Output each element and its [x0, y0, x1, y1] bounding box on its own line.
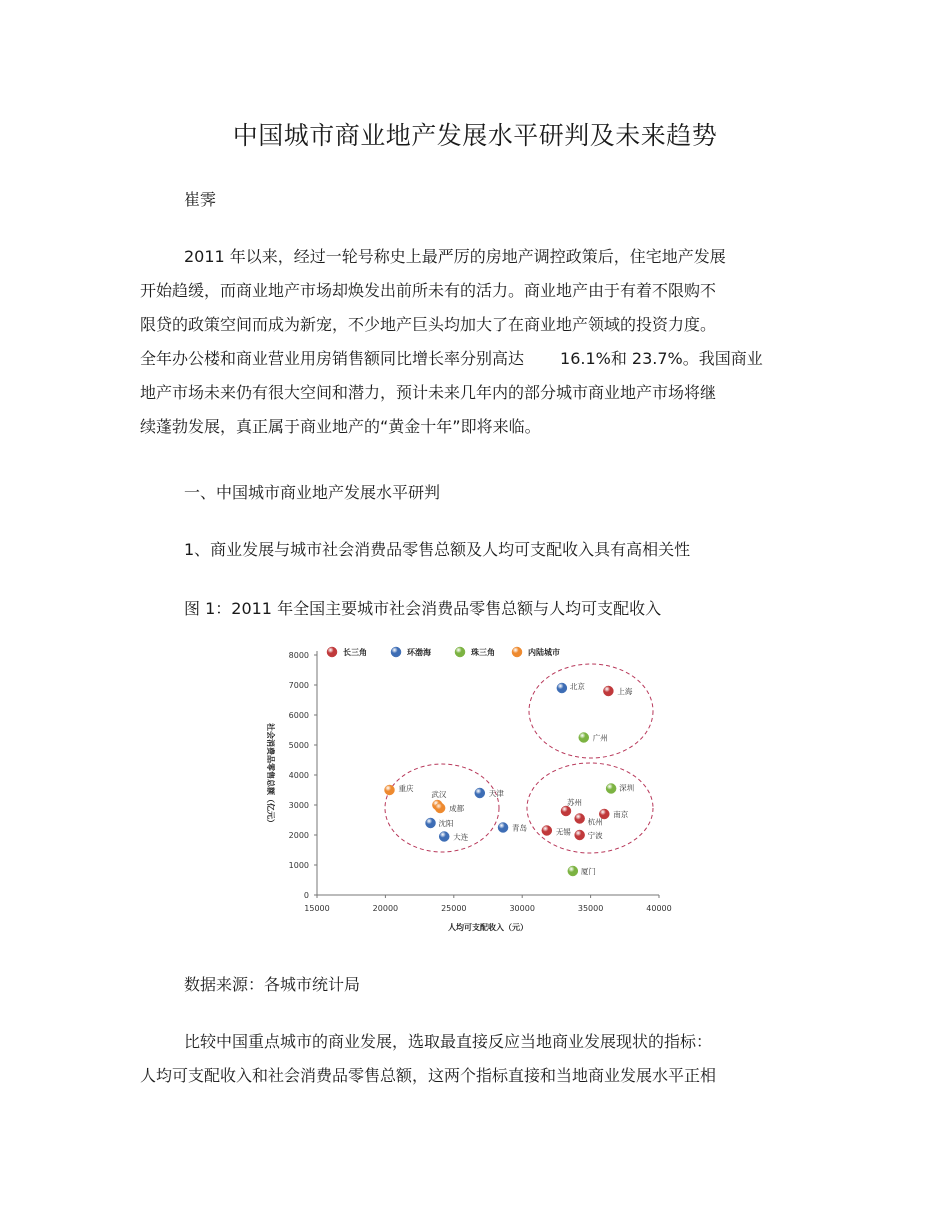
data-point-label: 重庆: [398, 784, 414, 793]
data-point: [426, 818, 436, 828]
data-point-label: 武汉: [431, 790, 447, 799]
legend-marker: [327, 647, 337, 657]
legend-marker: [455, 647, 465, 657]
intro-paragraph: [140, 240, 820, 444]
x-tick-label: 30000: [509, 904, 535, 913]
paragraph-line: 开始趋缓，而商业地产市场却焕发出前所未有的活力。商业地产由于有着不限购不: [140, 281, 717, 300]
paragraph-line: 续蓬勃发展，真正属于商业地产的“黄金十年”即将来临。: [140, 417, 541, 436]
y-tick-label: 0: [303, 891, 309, 900]
data-point-label: 苏州: [566, 798, 582, 807]
data-point-label: 青岛: [512, 823, 528, 833]
paragraph-line-part: 16.1%和 23.7%。我国商业: [560, 349, 763, 368]
data-point-label: 天津: [488, 789, 504, 798]
data-point: [575, 830, 585, 840]
y-tick-label: 5000: [288, 741, 309, 750]
y-tick-label: 2000: [288, 831, 309, 840]
legend-marker: [512, 647, 522, 657]
legend-label: 珠三角: [471, 648, 495, 657]
data-point-label: 上海: [617, 687, 633, 696]
data-point-label: 无锡: [555, 827, 571, 837]
paragraph-line: [140, 342, 820, 376]
data-point: [498, 823, 508, 833]
y-tick-label: 6000: [288, 711, 309, 720]
y-tick-label: 7000: [288, 681, 309, 690]
data-point: [561, 806, 571, 816]
data-point: [606, 784, 616, 794]
data-point: [439, 832, 449, 842]
cluster-ellipse-top: [529, 664, 653, 758]
author-name: 崔霁: [184, 190, 217, 209]
data-point-label: 宁波: [587, 831, 603, 840]
data-point-label: 北京: [569, 682, 585, 691]
x-tick-label: 15000: [304, 904, 330, 913]
data-point-label: 杭州: [587, 817, 603, 827]
paragraph-line: 限贷的政策空间而成为新宠，不少地产巨头均加大了在商业地产领域的投资力度。: [140, 315, 717, 334]
legend-label: 环渤海: [407, 648, 431, 657]
legend-marker: [391, 647, 401, 657]
data-source: 数据来源：各城市统计局: [184, 975, 361, 994]
scatter-chart: [255, 636, 685, 941]
paragraph-line: 地产市场未来仍有很大空间和潜力，预计未来几年内的部分城市商业地产市场将继: [140, 383, 717, 402]
document-title: 中国城市商业地产发展水平研判及未来趋势: [232, 121, 718, 150]
x-axis-title: 人均可支配收入（元）: [448, 923, 528, 932]
y-tick-label: 1000: [288, 861, 309, 870]
paragraph-line-part: 全年办公楼和商业营业用房销售额同比增长率分别高达: [140, 349, 525, 368]
data-point-label: 沈阳: [438, 819, 454, 828]
data-point-label: 深圳: [619, 783, 635, 793]
y-axis-title: 社会消费品零售总额（亿元）: [266, 723, 275, 827]
data-point: [575, 814, 585, 824]
subsection-heading: 1、商业发展与城市社会消费品零售总额及人均可支配收入具有高相关性: [184, 540, 691, 559]
data-point-label: 成都: [449, 804, 465, 813]
body-paragraph: [140, 1025, 820, 1093]
data-point-label: 广州: [592, 733, 608, 743]
data-point-label: 大连: [453, 832, 469, 842]
section-heading: 一、中国城市商业地产发展水平研判: [184, 483, 441, 502]
x-tick-label: 25000: [441, 904, 467, 913]
data-point: [385, 785, 395, 795]
data-point: [568, 866, 578, 876]
x-tick-label: 20000: [372, 904, 399, 913]
data-point: [603, 686, 613, 696]
y-tick-label: 4000: [288, 771, 309, 780]
paragraph-line: 比较中国重点城市的商业发展，选取最直接反应当地商业发展现状的指标：: [184, 1032, 713, 1051]
figure-caption: 图 1：2011 年全国主要城市社会消费品零售总额与人均可支配收入: [184, 599, 662, 618]
legend-label: 内陆城市: [528, 648, 560, 657]
y-tick-label: 8000: [288, 651, 309, 660]
legend-label: 长三角: [343, 648, 367, 657]
data-point: [579, 733, 589, 743]
paragraph-line: 2011 年以来，经过一轮号称史上最严厉的房地产调控政策后，住宅地产发展: [184, 247, 726, 266]
x-tick-label: 35000: [577, 904, 604, 913]
data-point: [557, 683, 567, 693]
data-point: [475, 788, 485, 798]
paragraph-line: 人均可支配收入和社会消费品零售总额，这两个指标直接和当地商业发展水平正相: [140, 1066, 717, 1085]
x-tick-label: 40000: [646, 904, 672, 913]
data-point: [542, 826, 552, 836]
data-point-label: 厦门: [580, 867, 596, 876]
y-tick-label: 3000: [288, 801, 309, 810]
data-point: [435, 803, 445, 813]
data-point-label: 南京: [613, 810, 629, 819]
